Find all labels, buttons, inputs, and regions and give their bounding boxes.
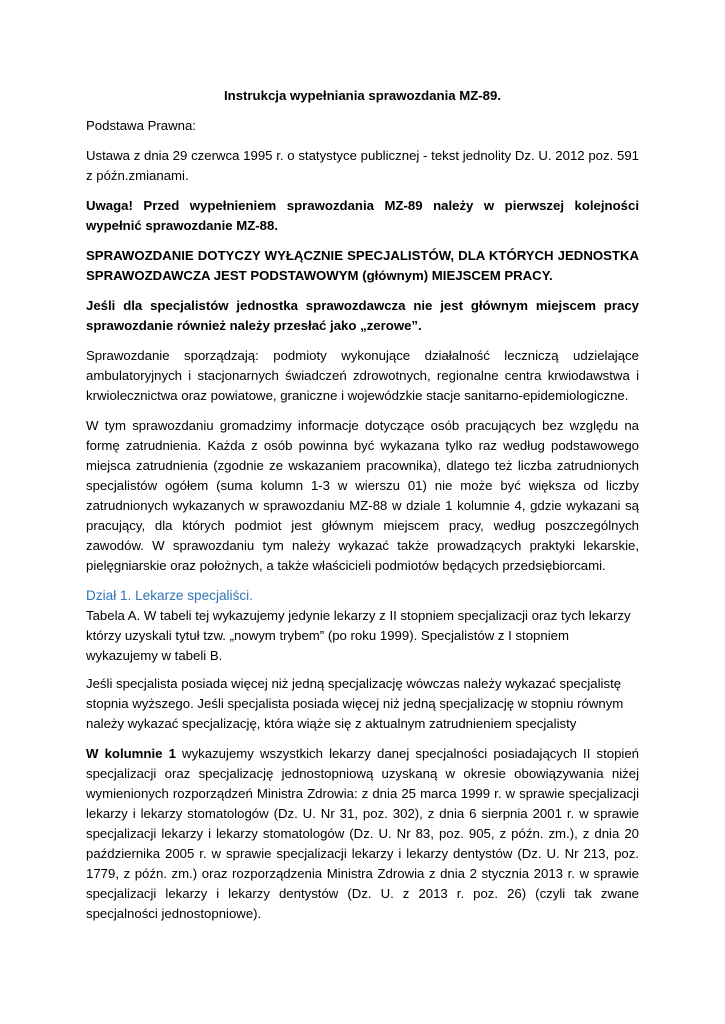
- multiple-specialization-paragraph: Jeśli specjalista posiada więcej niż jedną specjalizację wówczas należy wykazać specjalistę stopnia wyższego. Jeśli specjalista posiada więcej niż jedną specjalizację w stopniu równym należy wykazać specjalizację, która wiąże się z aktualnym zatrudnieniem specjalisty: [86, 676, 624, 731]
- column-1-label: W kolumnie 1: [86, 746, 176, 761]
- column-1-text: wykazujemy wszystkich lekarzy danej specjalności posiadających II stopień specjalizacji oraz specjalizację jednostopniową uzyskaną w okresie obowiązywania niżej wymienionych rozporządzeń Ministra Zdrowia: z dnia 25 marca 1999 r. w sprawie specjalizacji lekarzy i lekarzy stomatologów (Dz. U. Nr 31, poz. 302), z dnia 6 sierpnia 2001 r. w sprawie specjalizacji lekarzy i lekarzy stomatologów (Dz. U. Nr 83, poz. 905, z późn. zm.), z dnia 20 października 2005 r. w sprawie specjalizacji lekarzy i lekarzy dentystów (Dz. U. Nr 213, poz. 1779, z późn. zm.) oraz rozporządzenia Ministra Zdrowia z dnia 2 stycznia 2013 r. w sprawie specjalizacji lekarzy i lekarzy dentystów (Dz. U. z 2013 r. poz. 26) (czyli tak zwane specjalności jednostopniowe).: [86, 746, 640, 921]
- column-1-paragraph: [86, 744, 639, 924]
- warning-paragraph: Uwaga! Przed wypełnieniem sprawozdania MZ-89 należy w pierwszej kolejności wypełnić sprawozdanie MZ-88.: [86, 198, 639, 233]
- legal-basis-text: Ustawa z dnia 29 czerwca 1995 r. o statystyce publicznej - tekst jednolity Dz. U. 2012 poz. 591 z późn.zmianami.: [86, 148, 639, 183]
- section-1-heading: Dział 1. Lekarze specjaliści.: [86, 588, 253, 603]
- table-a-paragraph: Tabela A. W tabeli tej wykazujemy jedynie lekarzy z II stopniem specjalizacji oraz tych lekarzy którzy uzyskali tytuł tzw. „nowym trybem” (po roku 1999). Specjalistów z I stopniem wykazujemy w tabeli B.: [86, 608, 631, 663]
- document-page: [86, 86, 639, 934]
- scope-paragraph: W tym sprawozdaniu gromadzimy informacje dotyczące osób pracujących bez względu na formę zatrudnienia. Każda z osób powinna być wykazana tylko raz według podstawowego miejsca zatrudnienia (zgodnie ze wskazaniem pracownika), dlatego też liczba zatrudnionych specjalistów ogółem (suma kolumn 1-3 w wierszu 01) nie może być większa od liczby zatrudnionych wykazanych w sprawozdaniu MZ-88 w dziale 1 kolumnie 4, gdzie wykazani są pracujący, dla których podmiot jest głównym miejscem pracy, według poszczególnych zawodów. W sprawozdaniu tym należy wykazać także prowadzących praktyki lekarskie, pielęgniarskie oraz położnych, a także właścicieli podmiotów będących przedsiębiorcami.: [86, 418, 639, 573]
- zero-report-notice: Jeśli dla specjalistów jednostka sprawozdawcza nie jest głównym miejscem pracy sprawozdanie również należy przesłać jako „zerowe”.: [86, 298, 639, 333]
- reporters-paragraph: Sprawozdanie sporządzają: podmioty wykonujące działalność leczniczą udzielające ambulatoryjnych i stacjonarnych świadczeń zdrowotnych, regionalne centra krwiodawstwa i krwiolecznictwa oraz powiatowe, graniczne i wojewódzkie stacje sanitarno-epidemiologiczne.: [86, 348, 639, 403]
- legal-basis-label: Podstawa Prawna:: [86, 118, 196, 133]
- document-title: Instrukcja wypełniania sprawozdania MZ-89.: [223, 88, 501, 103]
- scope-notice: SPRAWOZDANIE DOTYCZY WYŁĄCZNIE SPECJALISTÓW, DLA KTÓRYCH JEDNOSTKA SPRAWOZDAWCZA JEST PODSTAWOWYM (głównym) MIEJSCEM PRACY.: [86, 248, 639, 283]
